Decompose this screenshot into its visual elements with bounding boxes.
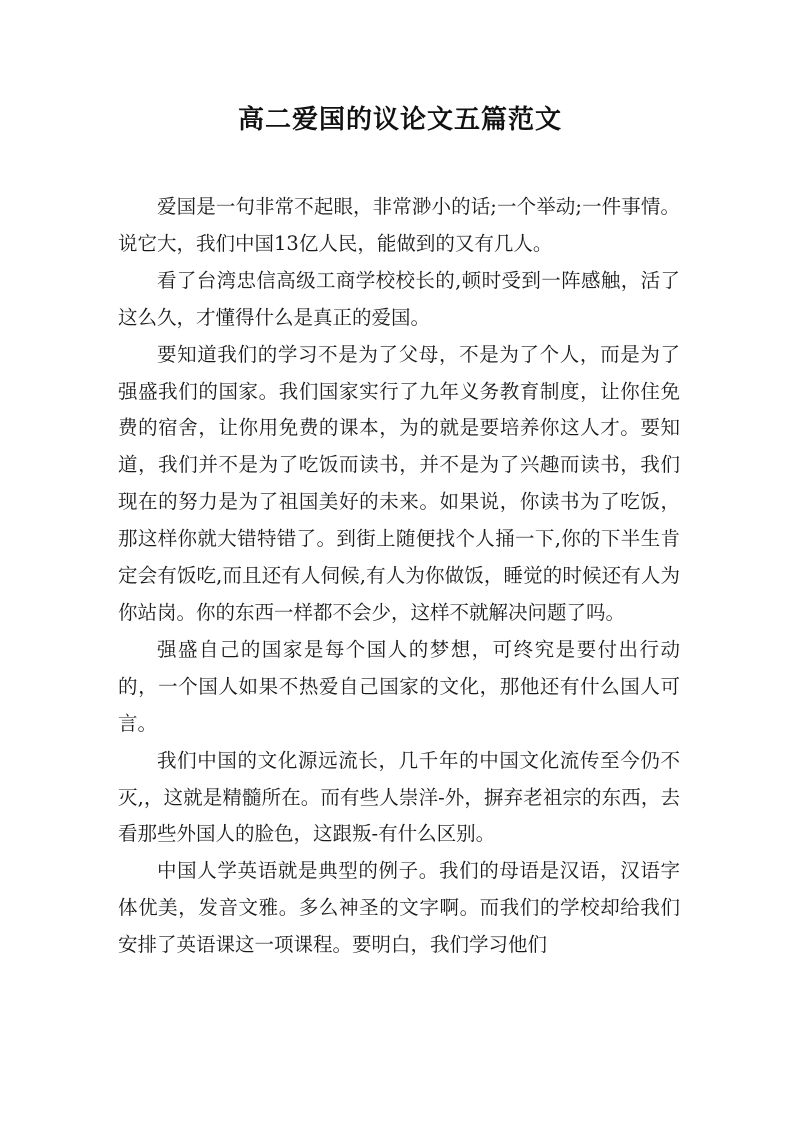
document-body (118, 189, 680, 964)
paragraph: 爱国是一句非常不起眼，非常渺小的话;一个举动;一件事情。说它大，我们中国13亿人民，能做到的又有几人。 (118, 195, 680, 255)
document-title: 高二爱国的议论文五篇范文 (237, 105, 562, 135)
paragraph: 强盛自己的国家是每个国人的梦想，可终究是要付出行动的，一个国人如果不热爱自己国家的文化，那他还有什么国人可言。 (118, 637, 680, 735)
paragraph: 我们中国的文化源远流长，几千年的中国文化流传至今仍不灭,，这就是精髓所在。而有些人崇洋-外，摒弃老祖宗的东西，去看那些外国人的脸色，这跟叛-有什么区别。 (118, 748, 680, 846)
paragraph: 看了台湾忠信高级工商学校校长的,顿时受到一阵感触，活了这么久，才懂得什么是真正的爱国。 (118, 268, 680, 329)
paragraph: 要知道我们的学习不是为了父母，不是为了个人，而是为了强盛我们的国家。我们国家实行了九年义务教育制度，让你住免费的宿舍，让你用免费的课本，为的就是要培养你这人才。要知道，我们并不是为了吃饭而读书，并不是为了兴趣而读书，我们现在的努力是为了祖国美好的未来。如果说，你读书为了吃饭，那这样你就大错特错了。到街上随便找个人捅一下,你的下半生肯定会有饭吃,而且还有人伺候,有人为你做饭，睡觉的时候还有人为你站岗。你的东西一样都不会少，这样不就解决问题了吗。 (118, 342, 680, 624)
paragraph: 中国人学英语就是典型的例子。我们的母语是汉语，汉语字体优美，发音文雅。多么神圣的文字啊。而我们的学校却给我们安排了英语课这一项课程。要明白，我们学习他们 (118, 859, 680, 957)
